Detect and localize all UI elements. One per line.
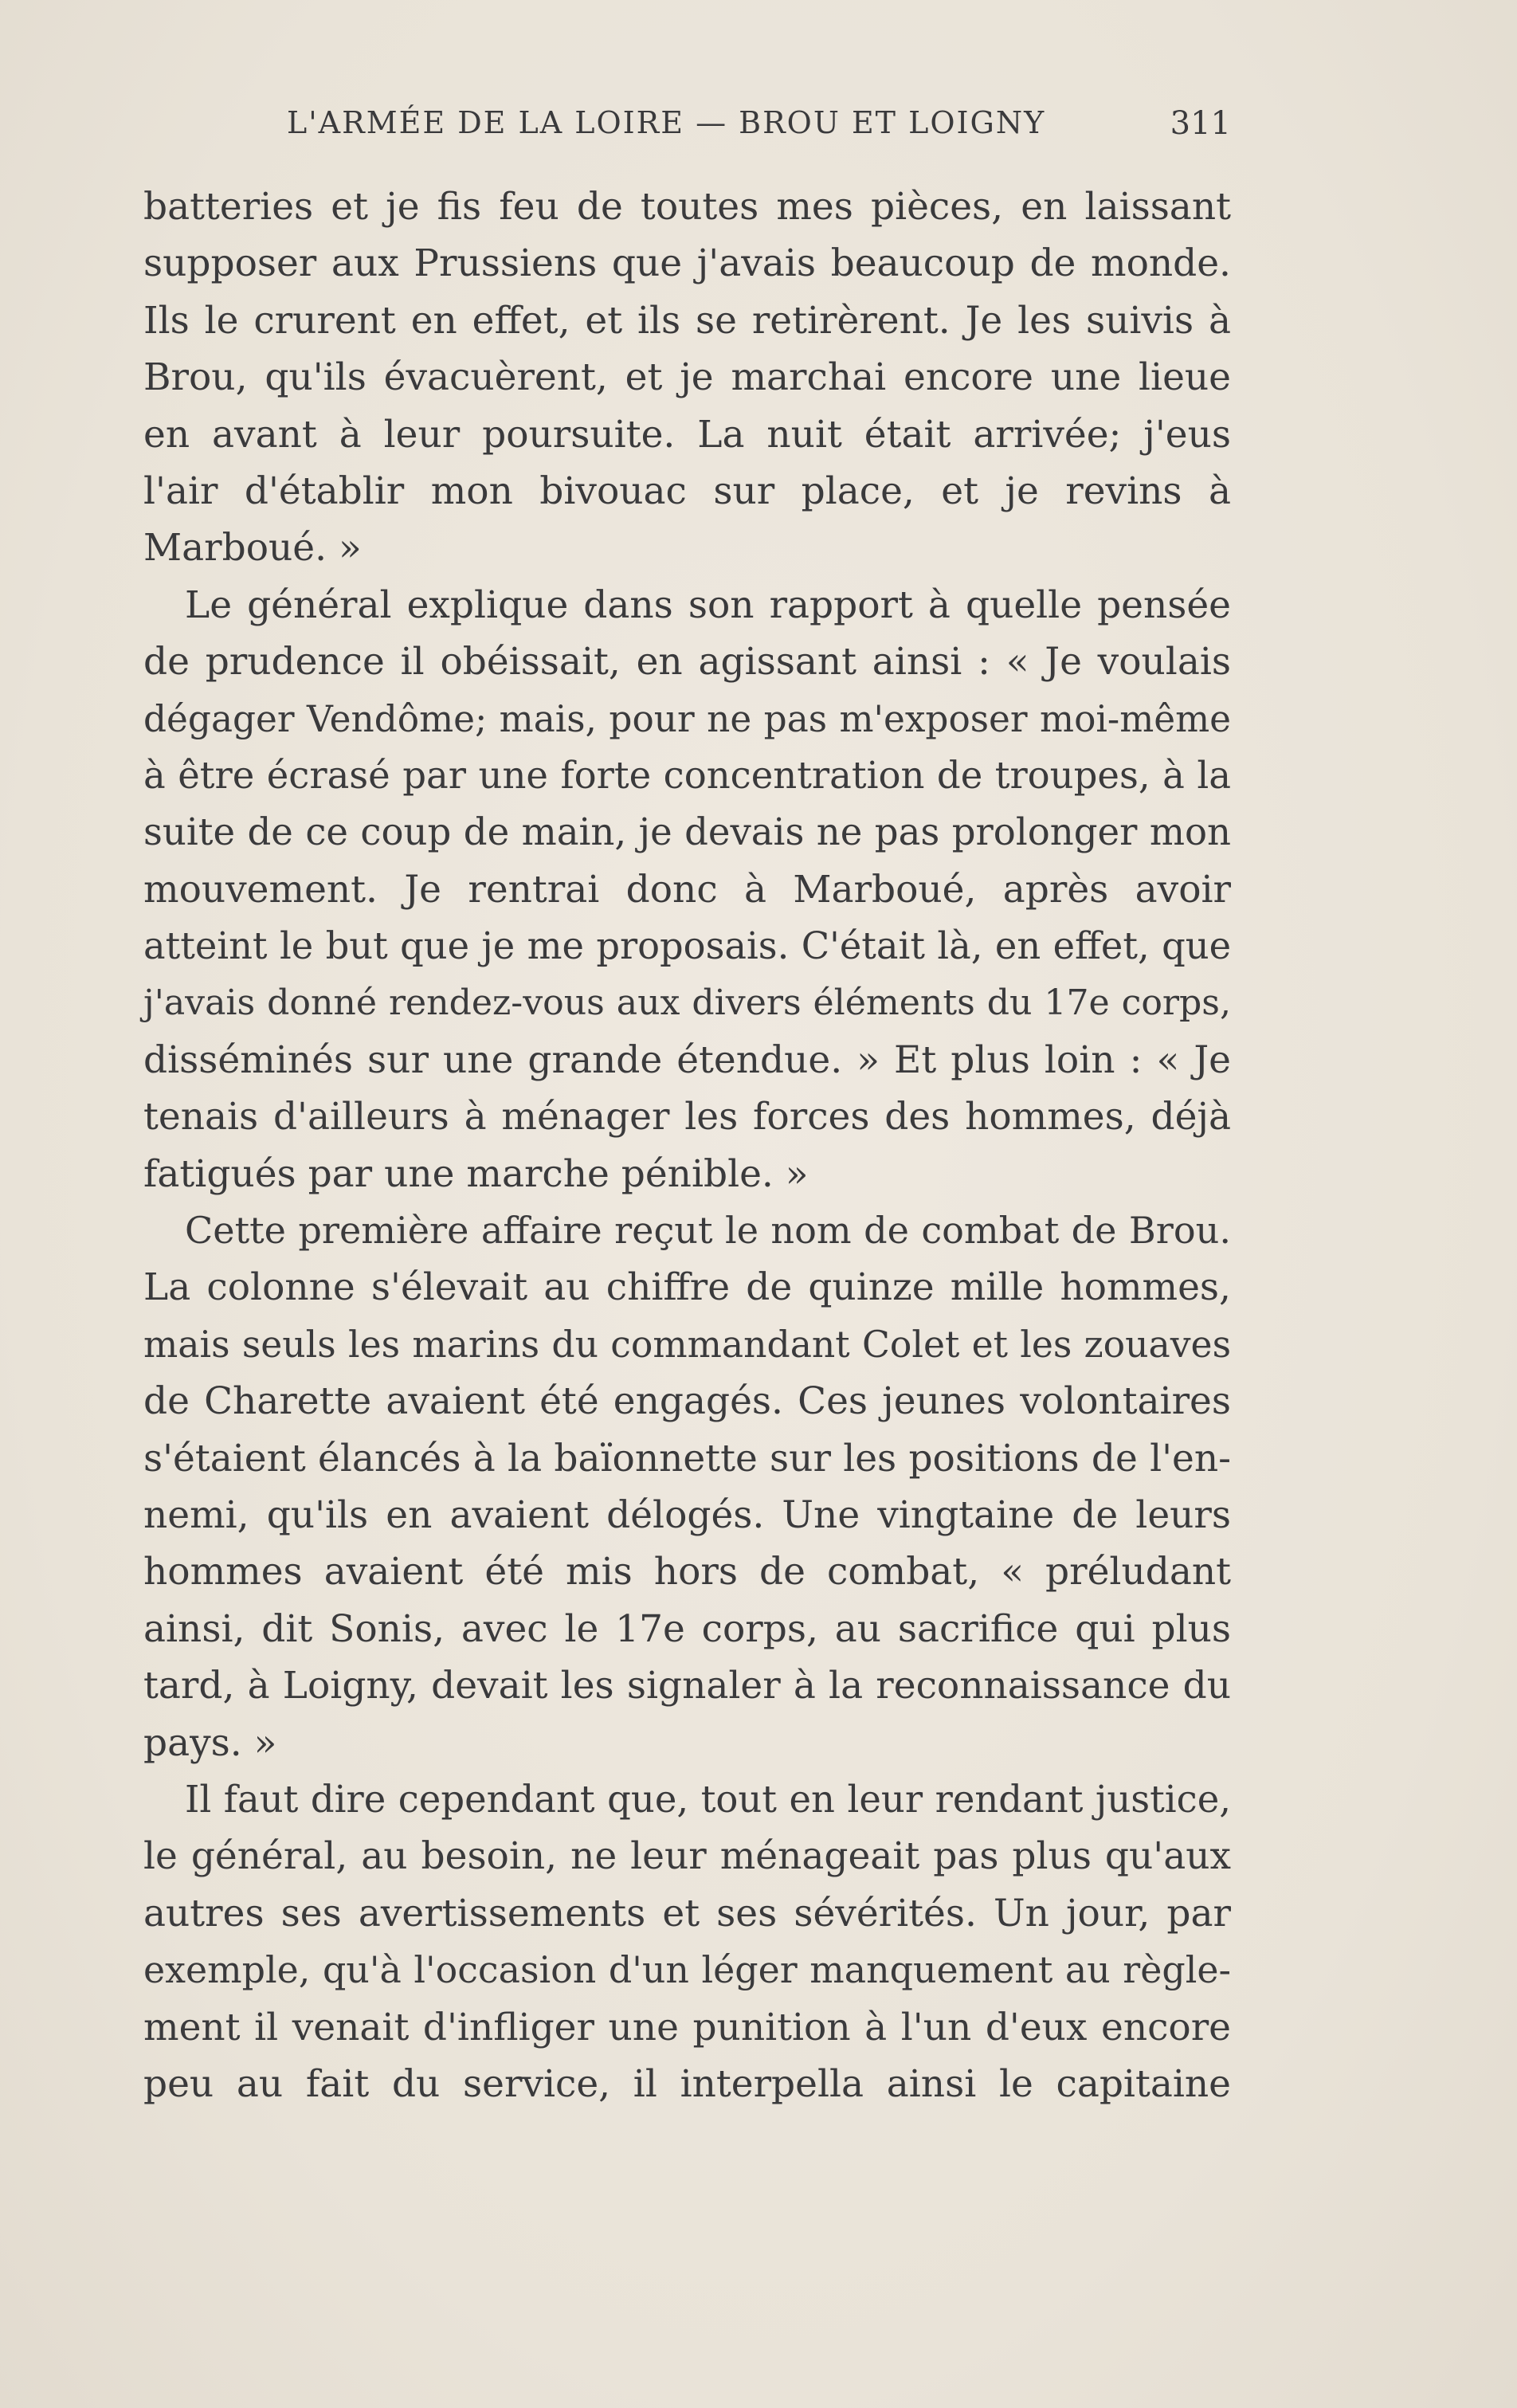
text-line: disséminés sur une grande étendue. » Et plus loin : « Je [143,1037,1231,1082]
text-line: de prudence il obéissait, en agissant ainsi : « Je voulais [143,640,1231,684]
text-line: ainsi, dit Sonis, avec le 17e corps, au sacrifice qui plus [143,1606,1231,1651]
text-line: tard, à Loigny, devait les signaler à la reconnaissance du [143,1664,1231,1708]
text-line: fatigués par une marche pénible. » [143,1151,809,1196]
text-line: en avant à leur poursuite. La nuit était arrivée; j'eus [143,412,1231,457]
text-line: ment il venait d'infliger une punition à l'un d'eux encore [143,2005,1231,2049]
text-line: tenais d'ailleurs à ménager les forces des hommes, déjà [143,1095,1231,1139]
text-line: le général, au besoin, ne leur ménageait pas plus qu'aux [143,1834,1231,1879]
text-line: suite de ce coup de main, je devais ne pas prolonger mon [143,810,1231,854]
text-line: de Charette avaient été engagés. Ces jeunes volontaires [143,1379,1231,1424]
text-line: exemple, qu'à l'occasion d'un léger manquement au règle- [143,1948,1231,1992]
text-line: pays. » [143,1720,277,1765]
text-line: nemi, qu'ils en avaient délogés. Une vingtaine de leurs [143,1492,1231,1537]
body-text [143,178,1231,2112]
text-line: atteint le but que je me proposais. C'était là, en effet, que [143,924,1231,968]
text-line: mais seuls les marins du commandant Colet et les zouaves [143,1323,1231,1366]
text-line: Ils le crurent en effet, et ils se retirèrent. Je les suivis à [143,298,1231,343]
text-line: s'étaient élancés à la baïonnette sur les positions de l'en- [143,1436,1231,1480]
text-line: hommes avaient été mis hors de combat, « préludant [143,1550,1231,1594]
text-line: supposer aux Prussiens que j'avais beaucoup de monde. [143,241,1231,286]
text-line: j'avais donné rendez-vous aux divers éléments du 17e corps, [143,982,1231,1024]
text-line: La colonne s'élevait au chiffre de quinze mille hommes, [143,1265,1231,1310]
text-line: batteries et je fis feu de toutes mes pièces, en laissant [143,185,1231,229]
text-line: peu au fait du service, il interpella ainsi le capitaine [143,2061,1231,2106]
text-line: Il faut dire cependant que, tout en leur rendant justice, [185,1777,1231,1821]
text-line: dégager Vendôme; mais, pour ne pas m'exposer moi-même [143,697,1231,740]
text-line: mouvement. Je rentrai donc à Marboué, après avoir [143,867,1231,912]
text-line: l'air d'établir mon bivouac sur place, et je revins à [143,469,1231,513]
text-line: Marboué. » [143,526,362,571]
page-header [143,105,1231,153]
text-line: Le général explique dans son rapport à quelle pensée [185,582,1231,627]
text-line: Cette première affaire reçut le nom de combat de Brou. [185,1209,1231,1253]
running-head: L'ARMÉE DE LA LOIRE — BROU ET LOIGNY [287,105,1046,140]
text-line: à être écrasé par une forte concentration de troupes, à la [143,753,1231,797]
page-number: 311 [1170,105,1231,142]
text-line: autres ses avertissements et ses sévérités. Un jour, par [143,1891,1231,1935]
text-line: Brou, qu'ils évacuèrent, et je marchai encore une lieue [143,355,1231,400]
